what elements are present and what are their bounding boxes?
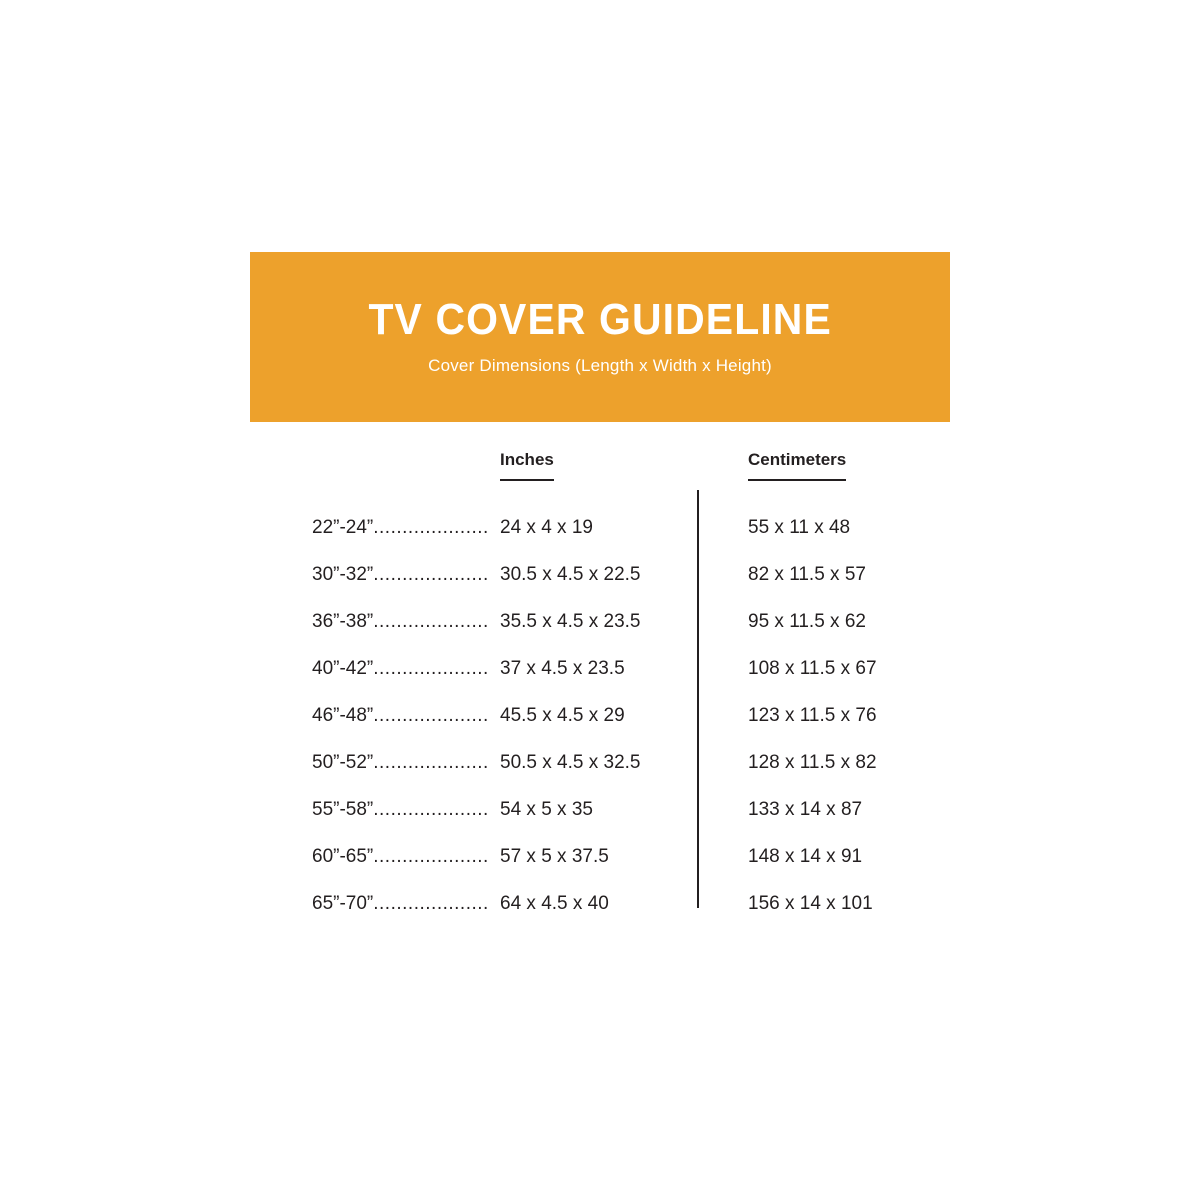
- table-row: [250, 786, 950, 833]
- row-size-label: [312, 705, 489, 727]
- table-row: [250, 504, 950, 551]
- row-centimeters-value: 123 x 11.5 x 76: [748, 704, 877, 726]
- page-title: TV COVER GUIDELINE: [368, 295, 832, 344]
- row-inches-value: 35.5 x 4.5 x 23.5: [500, 610, 641, 632]
- table-row: [250, 739, 950, 786]
- row-size-value: 22”-24”: [312, 516, 374, 538]
- column-header-inches: Inches: [500, 450, 554, 481]
- row-inches-value: 45.5 x 4.5 x 29: [500, 704, 625, 726]
- row-size-value: 50”-52”: [312, 751, 374, 773]
- table-row: [250, 880, 950, 927]
- row-size-value: 65”-70”: [312, 892, 374, 914]
- dot-leader: ....................: [373, 892, 489, 914]
- size-table: [250, 450, 950, 927]
- row-centimeters-value: 148 x 14 x 91: [748, 845, 863, 867]
- row-size-value: 40”-42”: [312, 657, 374, 679]
- row-size-label: [312, 799, 489, 821]
- row-size-value: 55”-58”: [312, 798, 374, 820]
- row-centimeters-value: 128 x 11.5 x 82: [748, 751, 877, 773]
- dot-leader: ....................: [373, 563, 489, 585]
- row-size-label: [312, 893, 489, 915]
- row-centimeters-value: 55 x 11 x 48: [748, 516, 851, 538]
- row-centimeters-value: 108 x 11.5 x 67: [748, 657, 877, 679]
- row-inches-value: 54 x 5 x 35: [500, 798, 593, 820]
- column-header-centimeters: Centimeters: [748, 450, 846, 481]
- row-size-value: 60”-65”: [312, 845, 374, 867]
- row-inches-value: 24 x 4 x 19: [500, 516, 593, 538]
- row-size-label: [312, 658, 489, 680]
- row-size-value: 36”-38”: [312, 610, 374, 632]
- row-inches-value: 64 x 4.5 x 40: [500, 892, 609, 914]
- column-divider: [697, 490, 699, 908]
- row-size-value: 30”-32”: [312, 563, 374, 585]
- row-size-label: [312, 846, 489, 868]
- row-centimeters-value: 133 x 14 x 87: [748, 798, 863, 820]
- table-row: [250, 692, 950, 739]
- header-banner: [250, 252, 950, 422]
- table-row: [250, 551, 950, 598]
- row-size-label: [312, 517, 489, 539]
- row-centimeters-value: 82 x 11.5 x 57: [748, 563, 866, 585]
- row-centimeters-value: 95 x 11.5 x 62: [748, 610, 866, 632]
- dot-leader: ....................: [373, 704, 489, 726]
- row-size-label: [312, 564, 489, 586]
- row-inches-value: 30.5 x 4.5 x 22.5: [500, 563, 641, 585]
- table-header-row: [250, 450, 950, 494]
- table-body: [250, 504, 950, 927]
- page-subtitle: Cover Dimensions (Length x Width x Height): [428, 356, 772, 375]
- dot-leader: ....................: [373, 610, 489, 632]
- dot-leader: ....................: [373, 516, 489, 538]
- row-size-value: 46”-48”: [312, 704, 374, 726]
- dot-leader: ....................: [373, 798, 489, 820]
- table-row: [250, 645, 950, 692]
- table-row: [250, 598, 950, 645]
- table-row: [250, 833, 950, 880]
- dot-leader: ....................: [373, 657, 489, 679]
- row-size-label: [312, 752, 489, 774]
- dot-leader: ....................: [373, 751, 489, 773]
- row-inches-value: 50.5 x 4.5 x 32.5: [500, 751, 641, 773]
- row-centimeters-value: 156 x 14 x 101: [748, 892, 873, 914]
- dot-leader: ....................: [373, 845, 489, 867]
- row-size-label: [312, 611, 489, 633]
- row-inches-value: 57 x 5 x 37.5: [500, 845, 609, 867]
- row-inches-value: 37 x 4.5 x 23.5: [500, 657, 625, 679]
